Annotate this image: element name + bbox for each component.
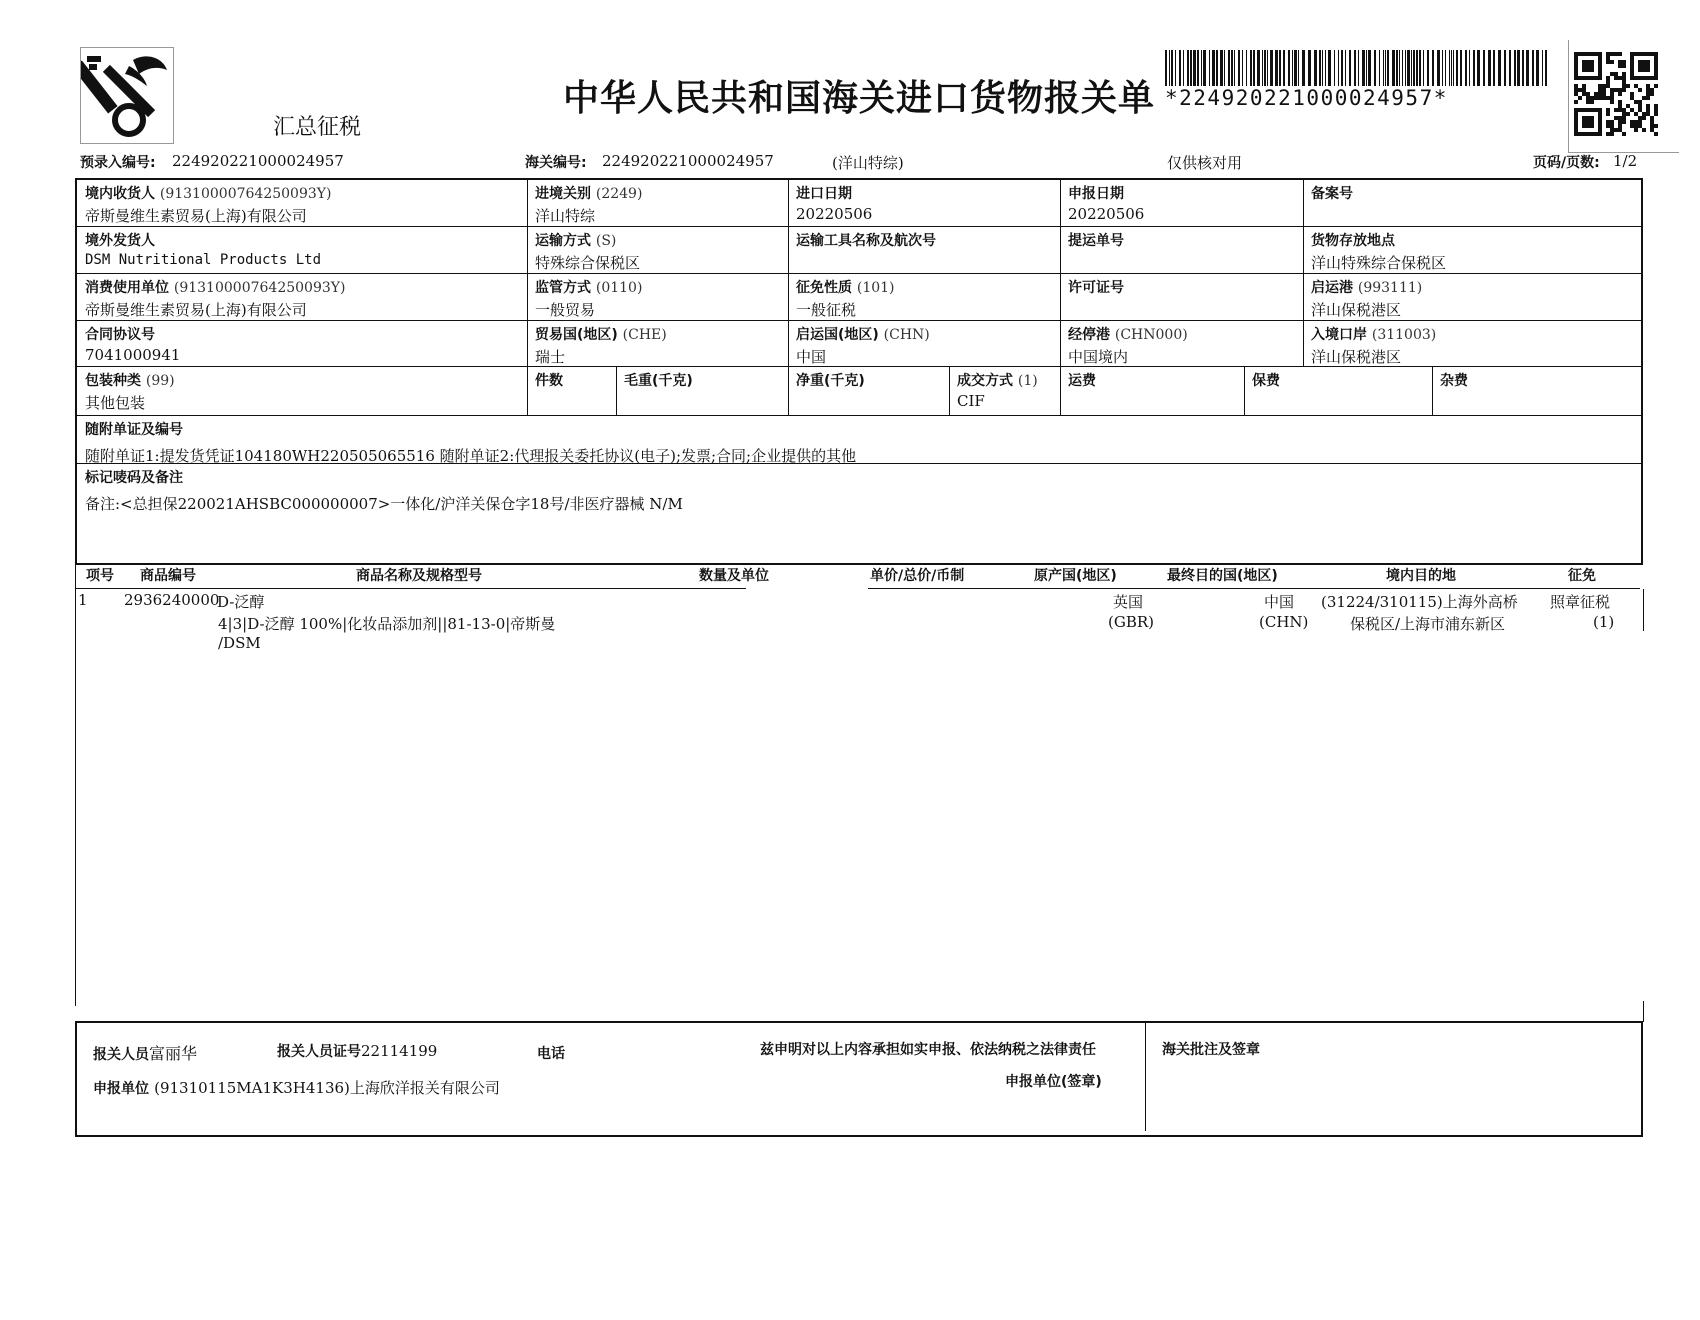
insurance-label: 保费	[1252, 373, 1280, 389]
item-dest-country-code: (CHN)	[1259, 613, 1309, 631]
import-port-cell	[535, 183, 642, 226]
storage-cell	[1311, 230, 1446, 273]
import-date-value: 20220506	[796, 205, 873, 223]
insurance-cell	[1252, 370, 1280, 392]
page-value: 1/2	[1613, 152, 1638, 170]
entry-port-code: (311003)	[1371, 327, 1437, 343]
phone-cell	[537, 1043, 565, 1063]
consignee-label: 境内收货人	[85, 186, 155, 202]
levy-nature-code: (101)	[856, 280, 895, 296]
trade-country-cell	[535, 324, 667, 367]
item-origin-code: (GBR)	[1108, 613, 1155, 631]
marks-label: 标记唛码及备注	[85, 470, 183, 486]
item-no: 1	[78, 591, 88, 609]
verify-only-note: 仅供核对用	[1167, 154, 1243, 172]
consumer-label: 消费使用单位	[85, 280, 169, 296]
net-weight-label: 净重(千克)	[796, 373, 865, 389]
customs-approval-label: 海关批注及签章	[1162, 1042, 1260, 1058]
import-date-cell	[796, 183, 872, 223]
broker-label: 报关人员	[93, 1047, 149, 1063]
consignor-value: DSM Nutritional Products Ltd	[85, 252, 322, 268]
departure-port-label: 启运港	[1311, 280, 1353, 296]
pieces-label: 件数	[535, 373, 563, 389]
declarant-seal-label: 申报单位(签章)	[1005, 1074, 1102, 1090]
customs-no-value: 224920221000024957	[602, 152, 774, 170]
freight-cell	[1068, 370, 1096, 392]
departure-country-cell	[796, 324, 930, 367]
misc-fee-cell	[1440, 370, 1468, 392]
customs-approval-cell	[1162, 1039, 1260, 1059]
stop-port-cell	[1068, 324, 1188, 367]
item-levy-line1: 照章征税	[1550, 593, 1611, 611]
import-port-label: 进境关别	[535, 186, 591, 202]
record-no-cell	[1311, 183, 1353, 205]
supervision-value: 一般贸易	[535, 301, 596, 319]
broker-cert-value: 22114199	[361, 1042, 438, 1060]
misc-fee-label: 杂费	[1440, 373, 1468, 389]
col-domestic-dest: 境内目的地	[1386, 568, 1456, 584]
consignee-value: 帝斯曼维生素贸易(上海)有限公司	[85, 207, 307, 225]
deal-mode-value: CIF	[957, 392, 985, 410]
net-weight-cell	[796, 370, 865, 392]
pre-entry-label: 预录入编号:	[80, 155, 156, 171]
contract-no-value: 7041000941	[85, 346, 181, 364]
stop-port-label: 经停港	[1068, 327, 1110, 343]
declare-date-value: 20220506	[1068, 205, 1145, 223]
declare-date-label: 申报日期	[1068, 186, 1124, 202]
entry-port-value: 洋山保税港区	[1311, 348, 1402, 366]
declarant-value: (91310115MA1K3H4136)上海欣洋报关有限公司	[154, 1079, 500, 1097]
items-table	[75, 561, 1640, 1006]
item-domestic-dest-line2: 保税区/上海市浦东新区	[1350, 615, 1506, 633]
package-type-label: 包装种类	[85, 373, 141, 389]
levy-nature-label: 征免性质	[796, 280, 852, 296]
departure-country-code: (CHN)	[883, 327, 930, 343]
consumer-value: 帝斯曼维生素贸易(上海)有限公司	[85, 301, 307, 319]
item-domestic-dest-line1: (31224/310115)上海外高桥	[1321, 593, 1518, 611]
broker-cell	[93, 1041, 197, 1064]
page-label: 页码/页数:	[1533, 155, 1600, 171]
levy-nature-cell	[796, 277, 895, 320]
col-price: 单价/总价/币制	[870, 568, 965, 584]
item-origin: 英国	[1113, 593, 1144, 611]
attached-docs-value: 随附单证1:提发货凭证104180WH220505065516 随附单证2:代理报关委托协议(电子);发票;合同;企业提供的其他	[85, 447, 857, 465]
declarant-cell	[93, 1077, 500, 1098]
customs-office: (洋山特综)	[832, 154, 904, 172]
departure-port-code: (993111)	[1357, 280, 1423, 296]
gross-weight-label: 毛重(千克)	[624, 373, 693, 389]
form-title: 中华人民共和国海关进口货物报关单	[563, 78, 1156, 119]
barcode-number: *224920221000024957*	[1165, 86, 1448, 110]
import-date-label: 进口日期	[796, 186, 852, 202]
trade-country-value: 瑞士	[535, 348, 566, 366]
items-table-header	[76, 561, 1640, 587]
attached-docs-cell	[85, 419, 856, 466]
record-no-label: 备案号	[1311, 186, 1353, 202]
declaration-form-grid	[75, 178, 1643, 565]
consignor-label: 境外发货人	[85, 233, 155, 249]
transport-mode-code: (S)	[595, 233, 617, 249]
bill-no-cell	[1068, 230, 1124, 252]
broker-value: 富丽华	[149, 1044, 198, 1063]
contract-no-cell	[85, 324, 180, 364]
license-no-label: 许可证号	[1068, 280, 1124, 296]
vehicle-label: 运输工具名称及航次号	[796, 233, 936, 249]
transport-mode-label: 运输方式	[535, 233, 591, 249]
pieces-cell	[535, 370, 563, 392]
trade-country-code: (CHE)	[622, 327, 667, 343]
pre-entry-value: 224920221000024957	[172, 152, 344, 170]
consignee-code: (91310000764250093Y)	[159, 186, 332, 202]
phone-label: 电话	[537, 1046, 565, 1062]
marks-cell	[85, 467, 683, 514]
declarant-label: 申报单位	[93, 1081, 149, 1097]
item-dest-country: 中国	[1264, 593, 1295, 611]
col-hs-code: 商品编号	[140, 568, 196, 584]
customs-no-label: 海关编号:	[525, 155, 587, 171]
col-dest-country: 最终目的国(地区)	[1167, 568, 1278, 584]
storage-value: 洋山特殊综合保税区	[1311, 254, 1447, 272]
departure-port-value: 洋山保税港区	[1311, 301, 1402, 319]
item-hs-code: 2936240000	[124, 591, 220, 609]
attached-docs-label: 随附单证及编号	[85, 422, 183, 438]
col-item-no: 项号	[86, 568, 114, 584]
declarant-footer	[75, 1021, 1643, 1137]
col-quantity-unit: 数量及单位	[699, 568, 769, 584]
col-name-spec: 商品名称及规格型号	[356, 568, 482, 584]
consumer-cell	[85, 277, 345, 320]
transport-mode-value: 特殊综合保税区	[535, 254, 641, 272]
broker-cert-cell	[277, 1041, 437, 1061]
broker-cert-label: 报关人员证号	[277, 1044, 361, 1060]
stop-port-code: (CHN000)	[1114, 327, 1188, 343]
bill-no-label: 提运单号	[1068, 233, 1124, 249]
storage-label: 货物存放地点	[1311, 233, 1395, 249]
departure-country-label: 启运国(地区)	[796, 327, 879, 343]
deal-mode-label: 成交方式	[957, 373, 1013, 389]
contract-no-label: 合同协议号	[85, 327, 155, 343]
departure-country-value: 中国	[796, 348, 827, 366]
marks-value: 备注:<总担保220021AHSBC000000007>一体化/沪洋关保仓字18号/非医疗器械 N/M	[85, 495, 683, 513]
supervision-code: (0110)	[595, 280, 643, 296]
consignee-cell	[85, 183, 331, 226]
col-origin: 原产国(地区)	[1034, 568, 1117, 584]
gross-weight-cell	[624, 370, 693, 392]
vehicle-cell	[796, 230, 936, 252]
item-spec-line2: /DSM	[218, 634, 261, 652]
consumer-code: (91310000764250093Y)	[173, 280, 346, 296]
summary-tax-label: 汇总征税	[273, 115, 362, 140]
stop-port-value: 中国境内	[1068, 348, 1129, 366]
supervision-label: 监管方式	[535, 280, 591, 296]
customs-emblem-logo	[80, 47, 174, 144]
entry-port-cell	[1311, 324, 1436, 367]
declaration-statement-cell	[760, 1039, 1096, 1059]
deal-mode-cell	[957, 370, 1038, 410]
import-port-value: 洋山特综	[535, 207, 596, 225]
package-type-code: (99)	[145, 373, 175, 389]
trade-country-label: 贸易国(地区)	[535, 327, 618, 343]
declaration-statement: 兹申明对以上内容承担如实申报、依法纳税之法律责任	[760, 1042, 1096, 1058]
declarant-seal-cell	[1005, 1071, 1102, 1091]
item-levy-line2: (1)	[1593, 613, 1615, 631]
license-no-cell	[1068, 277, 1124, 299]
consignor-cell	[85, 230, 321, 268]
col-levy: 征免	[1568, 568, 1596, 584]
item-spec-line1: 4|3|D-泛醇 100%|化妆品添加剂||81-13-0|帝斯曼	[218, 615, 556, 633]
item-name: D-泛醇	[217, 593, 265, 611]
package-type-cell	[85, 370, 175, 413]
supervision-cell	[535, 277, 642, 320]
meta-row	[80, 152, 1640, 174]
barcode-image	[1165, 50, 1552, 86]
package-type-value: 其他包装	[85, 394, 146, 412]
transport-mode-cell	[535, 230, 640, 273]
entry-port-label: 入境口岸	[1311, 327, 1367, 343]
levy-nature-value: 一般征税	[796, 301, 857, 319]
deal-mode-code: (1)	[1017, 373, 1038, 389]
departure-port-cell	[1311, 277, 1422, 320]
import-port-code: (2249)	[595, 186, 643, 202]
qr-code-image	[1574, 52, 1658, 136]
table-row	[76, 589, 1640, 659]
declare-date-cell	[1068, 183, 1144, 223]
freight-label: 运费	[1068, 373, 1096, 389]
